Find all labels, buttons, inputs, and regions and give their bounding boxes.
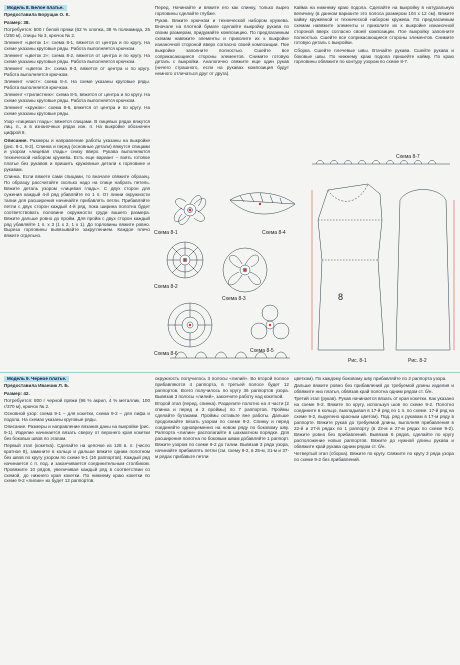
scheme-8-2-label: Схема 8-2: [154, 284, 178, 290]
model9-right-column: [294, 376, 454, 464]
crochet-diagrams: [150, 180, 310, 370]
scheme-8-6-label: Схема 8-6: [154, 351, 178, 357]
fig-8-2-label: Рис. 8-2: [408, 358, 427, 364]
model8-description-title: Описание.: [4, 137, 28, 143]
model8-text-column: [4, 5, 150, 241]
model8-description-6: Сборка. Сшейте плечевые швы. Втачайте рукава. Сшейте рукава и боковые швы. По нижнему краю подола пришейте кайму. По краю горловины обвяжите по контуру узором по схеме 8-7.: [294, 47, 454, 65]
model9-text-column: [4, 376, 150, 486]
model9-mid-1: окружность получилось 3 полосы «лилий». Во второй полосе прибавляются 4 раппорта, в третьей полосе будет 12 раппортов. Всего получилось по кругу 36 раппортов узора. Вывязав 3 полосы «лилий», закончите работу над кокеткой.: [155, 376, 289, 399]
model9-mid-2: Второй этап (перед, спинка). Разделите полотно на 4 части (2 спинка и перед и 2 проймы) по 7 раппортов. Проймы сделайте бутаками. Проймы оставьте вне работы. Дальше продолжайте вязать узором по схеме 9-2. Спинку и перед соединяйте одновременно на новом ряду по боковому шву. Раппорта «лилии» располагайте в шахматном порядке. Для расширения полотна по боковым швам добавляйте 1 раппорт. Вяжите узором по схеме 9-2 до талии. Вывязав 3 ряда узора, начинайте прибавлять петли (см. схему 9-2, в 25-м, 31-м и 37-м рядах прибавьте петли: [155, 400, 289, 460]
model8-element-5: Элемент «трилистник»: схема 8-5, вяжется от центра и по кругу. На схеме указаны круговые ряды. Работа выполняется крючком.: [4, 92, 150, 104]
model8-element-7: Узор «лицевая гладь»: вяжется спицами. В лицевых рядах вяжутся лиц. п., а в изнаночных рядах изн. п. На выкройке обозначен цифрой 8.: [4, 118, 150, 136]
model8-author: Предоставила Борущак О. К.: [4, 12, 70, 18]
pattern-pieces: [308, 150, 456, 372]
fig-8-1-outline: [318, 184, 384, 350]
model8-element-1: Элемент «цветок 1»: схема 8-1, вяжется от центра и по кругу. На схеме указаны круговые ряды. Работа выполняется крючком.: [4, 39, 150, 51]
model9-materials: Потребуется: 800 г черной пряжи (96 % акрил, 4 % металлик, 100 г/370 м), крючок № 2.: [4, 397, 150, 409]
fig-8-1-label: Рис. 8-1: [348, 358, 367, 364]
model9-author: Предоставила Иванчик Л. Б.: [4, 383, 69, 389]
scheme-8-7-label: Схема 8-7: [396, 154, 420, 160]
model8-middle-column: [155, 5, 289, 78]
model9-pattern-2: Описание. Размеры и направление вязания даны на выкройке (рис. 9-1). Изделие начинается вязать сверху от верхнего края кокетки без боковых швов по этапам.: [4, 424, 150, 441]
model9-middle-column: [155, 376, 289, 461]
model8-description-4: Рукав. Вяжите крючком и технической набором кружева. Вначале на плотной бумаге сделайте выкройку рукава по своим размерам, придумайте композицию. По предлагаемым схемам навяжите элементы и приколите их к выкройке изнаночной стороной вверх согласно своей композиции. Пое выкройке заполните полностью. Сшейте все соприкасающиеся стороны элементов. Снимите готовую деталь с выкройки. Аналогично свяжите еще один рукав (ничего страшного, если на рукавах композиция будут немного отличаться друг от друга).: [155, 18, 289, 77]
section-divider: [0, 372, 460, 373]
model9-right-1: цветком). По каждому боковому шву прибавляйте по 2 раппорта узора.: [294, 376, 447, 381]
model8-header: Модель 8. Белое платье.: [4, 5, 67, 11]
model8-element-3: Элемент «цветок 3»: схема 8-3, вяжется от центра и по кругу. Работа выполняется крючком.: [4, 66, 150, 78]
model9-right-2: Дальше вяжите ровно без прибавлений до требуемой длины изделия и обвяжите низ платья, обвязав край полотна одним рядом ст. б/н.: [294, 383, 454, 395]
model9-right-3: Третий этап (рукав). Рукав начинается вязать от края кокетки. Как указано на схеме 9-2. Вяжите по кругу, используя шов по схеме 9-2. Полотно соедините в кольцо, выкладывая в 17-й ряд по 1 п. по схеме. 17-й ряд на схеме 9-2, выделено красным цветом). Под. ряд к рукавам в 17-м ряду в раппорте. Вяжите рукав до требуемой длины, выполняя прибавления в 22-й и 27-й рядах по 1 раппорту (в 22-м и 27-м рядах по схеме 9-2). Вяжите ровно без прибавлений. Вывязав 6 рядов, сделайте по кругу расположение новых раппортов. Вяжите до нужной длины рукава и обвяжите край рукава одним рядом ст. б/н.: [294, 396, 454, 449]
scheme-8-1-label: Схема 8-1: [154, 230, 178, 236]
model8-element-6: Элемент «кружок»: схема 8-6, вяжется от центра и по кругу. На схеме указаны круговые ряды.: [4, 105, 150, 117]
scheme-8-5-motif: [251, 305, 289, 339]
model9-size: Размер: 42.: [4, 390, 30, 396]
model9-header: Модель 9. Черное платье.: [4, 376, 69, 382]
model8-element-2: Элемент «цветок 2»: схема 8-2, вяжется от центра и по кругу. На схеме указаны круговые ряды. Работа выполняется крючком.: [4, 53, 150, 64]
model9-right-4: Четвертый этап (сборка). Вяжите по кругу. Свяжите по кругу 3 ряда узора по схеме 9-2 без прибавлений.: [294, 450, 454, 462]
scheme-8-3-label: Схема 8-3: [222, 296, 246, 302]
model8-description-1: Размеры и направление работы указаны на выкройке (рис. 8-1, 8-2). Спинка и перед (основные детали) вяжутся спицами и узором «лицевая гладь» снизу вверх. Рукава выполняются технической набором кружева. Есть еще вариант – взять готовое платье без рукавов и пришить кружевные детали к горловине и рукавам.: [4, 137, 150, 173]
scheme-8-4-motif: [230, 193, 295, 214]
scheme-8-4-label: Схема 8-4: [262, 230, 286, 236]
model8-description-2: Спинка. Если вяжете сами спицами, то вначале свяжите образец. По образцу рассчитайте сколько надо на спице набрать петель. Вяжите деталь узором «лицевая гладь». С двух сторон для сужения каждый 4-й ряд убавляйте по 1 п. От линии окружности талии для расширения начинайте прибавлять петли. Прибавляйте петли с двух сторон каждый 4-й ряд, пока ширина полотна будет соответствовать половине окружности груди вашего размера. Вяжите дальше ровно до пройм. Для пройм с двух сторон каждый ряд убавляйте 1 п. x 3 (1 x 2, 1 x 1). До горловины вяжите ровно. Выреза горловины вывязывайте закруглением. Каждое плечо вяжите отдельно.: [4, 174, 150, 239]
model9-pattern-3: Первый этап (кокетка). Сделайте на цепочке из 128 в. п. (число кратное 8), замкните в кольцо и дальше вяжите одним полотном без швов по кругу узором по схеме 9-1 (16 раппортов). Каждый ряд начинается с п. под. и заканчивается соединительным столбиком. Провяжите 10 рядов, увеличивая каждый ряд в соответствии со схемой, до нижнего края кокетки. По нижнему краю кокетки по схеме 9-2 «лилии» их будет 12 раппортов.: [4, 443, 150, 484]
model8-size: Размер: 38.: [4, 19, 30, 25]
model9-pattern-1: Основной узор: схема 9-1 – для кокетки, схема 9-2 – для лифа и подола. На схемах указаны круговые ряды.: [4, 410, 150, 422]
scheme-8-5-label: Схема 8-5: [250, 348, 274, 354]
fig-8-2-outline: [396, 190, 450, 351]
fig-8-1-number-label: 8: [338, 292, 344, 302]
model8-materials: Потребуется: 500 г белой пряжи (62 % хлопка, 38 % полиамида, 25 г/250 м), спицы № 3, крючок № 2.: [4, 26, 150, 38]
model8-description-3: Перед. Начинайте и вяжите его как спинку, только вырез горловины сделайте глубже.: [155, 5, 289, 16]
model8-right-column: [294, 5, 454, 67]
model8-element-4: Элемент «лист»: схема 8-4. На схеме указаны круговые ряды. Работа выполняется крючком.: [4, 79, 150, 91]
model8-description-5: Кайма на нижнему краю подола. Сделайте на выкройку в натуральную величину (в данном варианте это полоса размером 104 x 12 см). Вяжите кайму кружевной и технической набором кружева. По предлагаемым схемам навяжите элементы и приколите их к выкройке изнаночной стороной вверх согласно своей композиции. Пое выкройку заполните полностью. Сшейте все соприкасающиеся стороны элементов. Снимите готовую деталь с выкройки.: [294, 5, 454, 46]
